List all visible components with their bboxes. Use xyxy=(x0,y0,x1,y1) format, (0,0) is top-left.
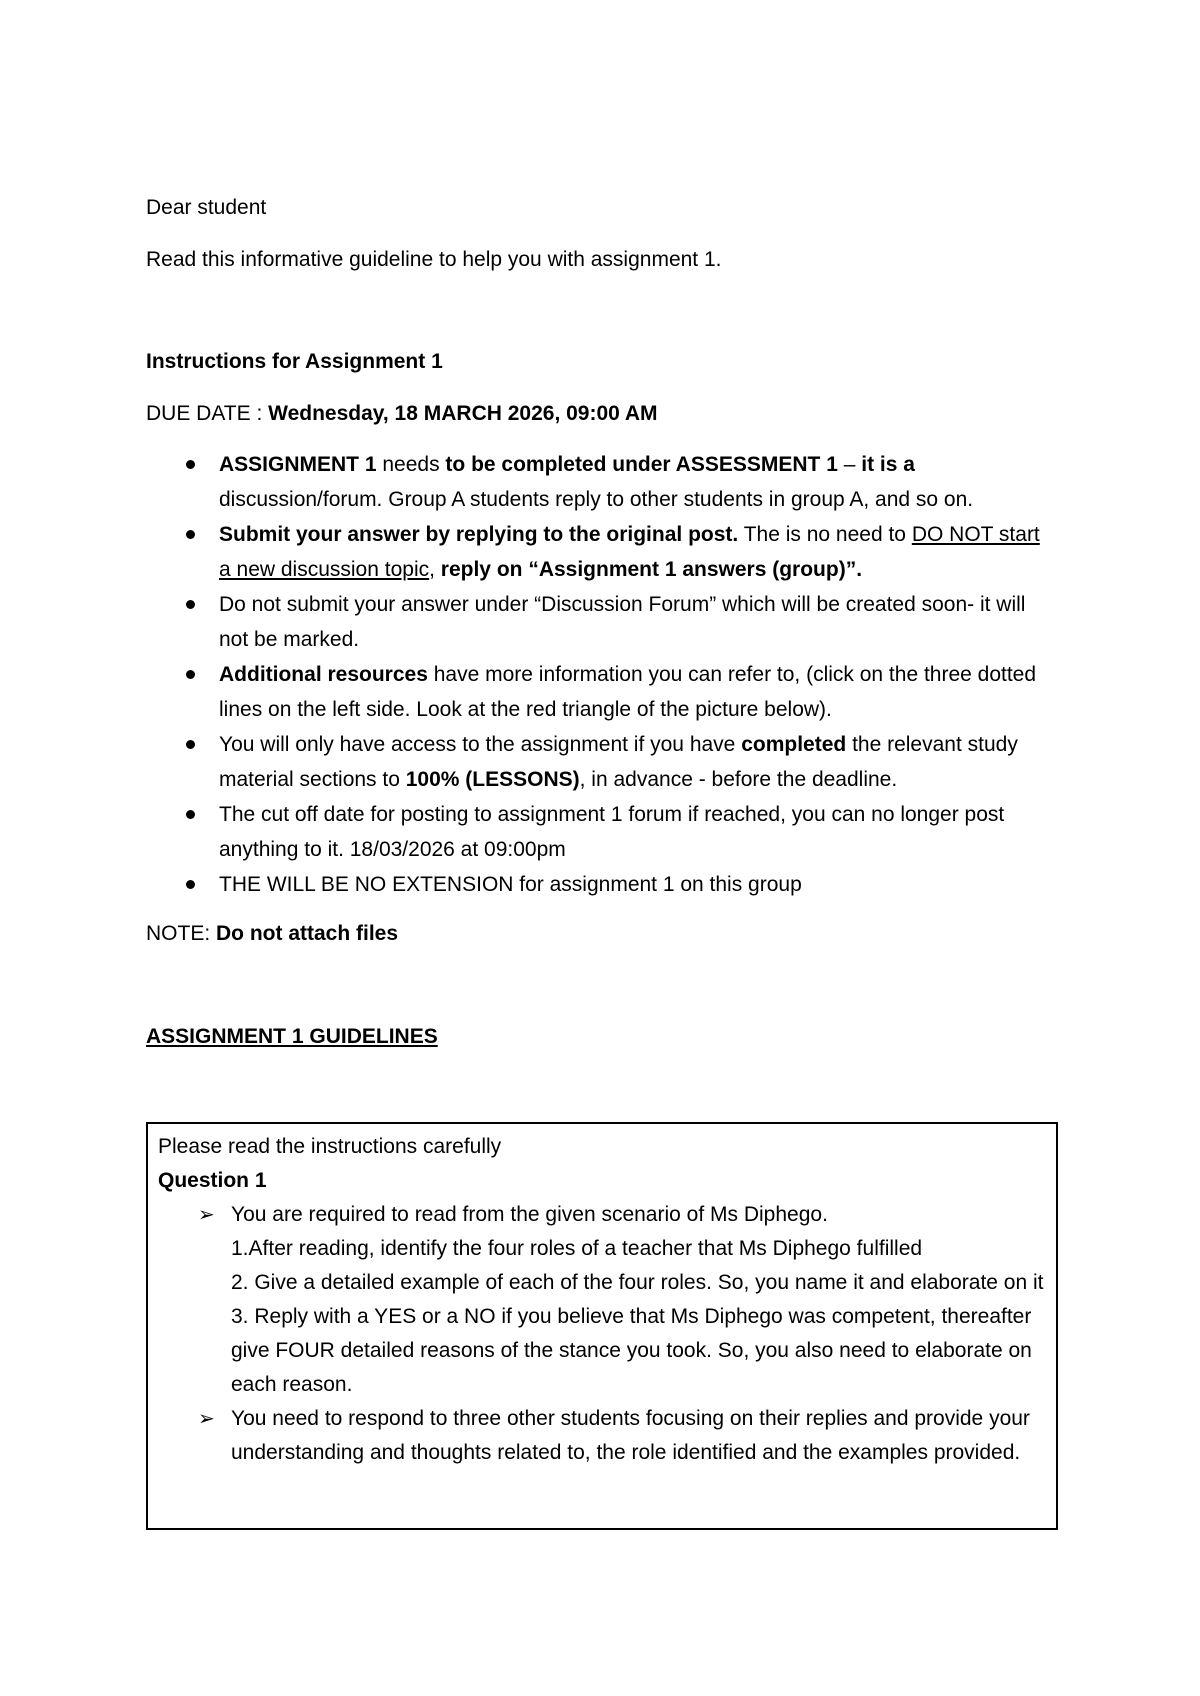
bullet-icon xyxy=(186,740,195,749)
list-item xyxy=(146,517,1054,587)
list-item xyxy=(146,657,1054,727)
guidelines-box xyxy=(146,1122,1058,1530)
question-label: Question 1 xyxy=(158,1169,267,1192)
bullet-text: it is a xyxy=(861,453,915,476)
due-date-label: DUE DATE : xyxy=(146,402,269,425)
list-item xyxy=(146,587,1054,657)
bullet-text: The cut off date for posting to assignment 1 forum if reached, you can no longer post anything to it. 18/03/2026 at 09:00pm xyxy=(219,803,1005,861)
bullet-icon xyxy=(186,670,195,679)
arrow-bullet-icon: ➢ xyxy=(198,1204,215,1226)
bullet-text: have more information you can refer to, (click on the three dotted lines on the left side. Look at the red triangle of the picture below). xyxy=(219,663,1037,721)
note xyxy=(146,922,1054,946)
bullet-icon xyxy=(186,530,195,539)
list-item xyxy=(146,797,1054,867)
list-item xyxy=(146,867,1054,902)
bullet-icon xyxy=(186,460,195,469)
bullet-text: , in advance - before the deadline. xyxy=(579,768,898,791)
bullet-text: The is no need to xyxy=(738,523,912,546)
sub-instruction: 1.After reading, identify the four roles of a teacher that Ms Diphego fulfilled xyxy=(231,1237,923,1260)
bullet-text: Submit your answer by replying to the original post. xyxy=(219,523,739,546)
guidelines-heading: ASSIGNMENT 1 GUIDELINES xyxy=(146,1025,438,1048)
list-item xyxy=(158,1198,1046,1232)
bullet-text: the relevant study material sections to xyxy=(219,733,1018,791)
sub-instruction: 3. Reply with a YES or a NO if you believe that Ms Diphego was competent, thereafter give FOUR detailed reasons of the stance you took. So, you also need to elaborate on each reason. xyxy=(231,1305,1032,1396)
instructions-heading: Instructions for Assignment 1 xyxy=(146,350,443,373)
bullet-icon xyxy=(186,600,195,609)
bullet-text: reply on “Assignment 1 answers (group)”. xyxy=(440,558,863,581)
bullet-text: completed xyxy=(741,733,847,756)
greeting: Dear student xyxy=(146,196,267,219)
arrow-bullet-icon: ➢ xyxy=(198,1408,215,1430)
due-date-value: Wednesday, 18 MARCH 2026, 09:00 AM xyxy=(268,402,658,425)
intro-text: Read this informative guideline to help you with assignment 1. xyxy=(146,248,722,271)
bullet-text: 100% (LESSONS) xyxy=(405,768,580,791)
box-intro: Please read the instructions carefully xyxy=(158,1135,502,1158)
bullet-text: ASSIGNMENT 1 xyxy=(219,453,377,476)
bullet-icon xyxy=(186,880,195,889)
bullet-text: Additional resources xyxy=(219,663,428,686)
note-value: Do not attach files xyxy=(216,922,399,945)
note-label: NOTE: xyxy=(146,922,217,945)
due-date xyxy=(146,402,1054,426)
bullet-text: needs xyxy=(376,453,446,476)
list-item xyxy=(146,447,1054,517)
bullet-text: DO NOT start a new discussion topic xyxy=(219,523,1040,581)
bullet-text: Do not submit your answer under “Discussion Forum” which will be created soon- it will not be marked. xyxy=(219,593,1026,651)
bullet-text: – xyxy=(837,453,862,476)
bullet-text: You will only have access to the assignment if you have xyxy=(219,733,742,756)
bullet-text: THE WILL BE NO EXTENSION for assignment 1 on this group xyxy=(219,873,802,896)
bullet-text: discussion/forum. Group A students reply to other students in group A, and so on. xyxy=(219,488,974,511)
bullet-icon xyxy=(186,810,195,819)
item-text: You need to respond to three other students focusing on their replies and provide your understanding and thoughts related to, the role identified and the examples provided. xyxy=(231,1407,1030,1464)
item-text: You are required to read from the given scenario of Ms Diphego. xyxy=(231,1203,828,1226)
list-item xyxy=(146,727,1054,797)
bullet-text: , xyxy=(429,558,441,581)
sub-instruction: 2. Give a detailed example of each of the four roles. So, you name it and elaborate on it xyxy=(231,1271,1044,1294)
list-item xyxy=(158,1402,1046,1470)
instructions-list xyxy=(146,447,1054,902)
bullet-text: to be completed under ASSESSMENT 1 xyxy=(445,453,838,476)
